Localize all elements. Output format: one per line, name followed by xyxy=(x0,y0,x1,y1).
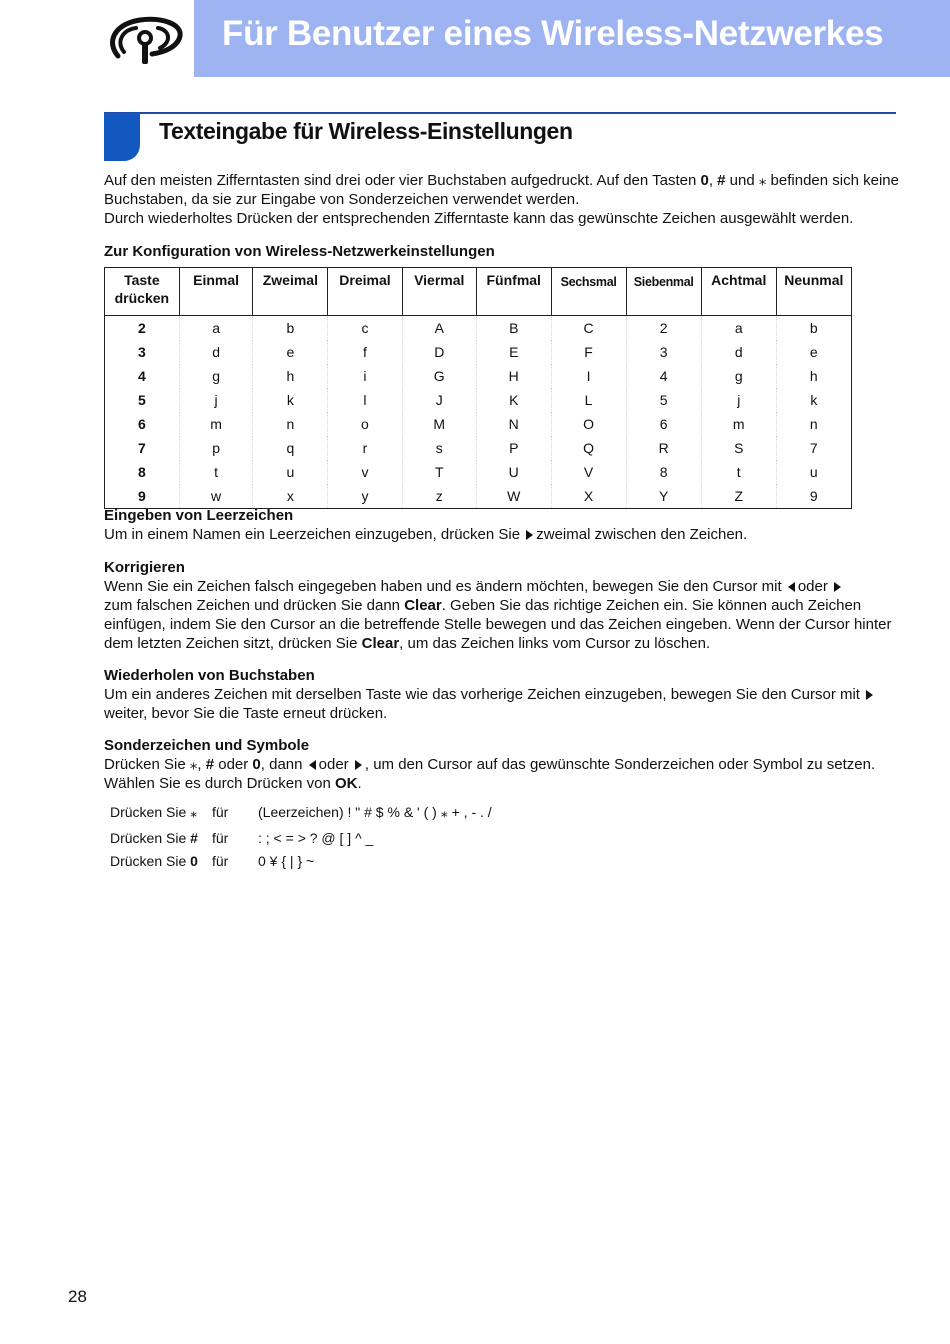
header-sechsmal: Sechsmal xyxy=(551,268,626,316)
correct-text-4: . Geben Sie das richtige Zeichen ein. Sie können auch Zeichen einfügen, indem Sie den Cursor an die betreffende Stelle bewegen und das Zeichen eingeben. Wenn der Cursor hinter dem letzten Zeichen sitzt, drücken Sie xyxy=(104,597,892,652)
char-cell: 8 xyxy=(626,460,701,484)
char-cell: n xyxy=(776,412,851,436)
char-cell: 2 xyxy=(626,316,701,341)
clear-key: Clear xyxy=(404,597,442,614)
char-cell: I xyxy=(551,364,626,388)
header-dreimal: Dreimal xyxy=(328,268,402,316)
char-cell: 7 xyxy=(776,436,851,460)
char-cell: W xyxy=(476,484,551,509)
symbol-chars: 0 ¥ { | } ~ xyxy=(258,853,315,869)
table-row xyxy=(105,316,852,341)
char-cell: Q xyxy=(551,436,626,460)
spaces-text-a: Um in einem Namen ein Leerzeichen einzugeben, drücken Sie xyxy=(104,526,521,543)
correct-text-5: , um das Zeichen links vom Cursor zu löschen. xyxy=(399,635,711,652)
char-cell: x xyxy=(253,484,328,509)
special-heading: Sonderzeichen und Symbole xyxy=(104,737,310,754)
key-cell: 6 xyxy=(137,416,146,432)
char-cell: G xyxy=(402,364,476,388)
key-cell: 3 xyxy=(137,344,146,360)
char-cell: m xyxy=(179,412,253,436)
char-cell: r xyxy=(328,436,402,460)
char-cell: u xyxy=(253,460,328,484)
section-title: Texteingabe für Wireless-Einstellungen xyxy=(159,118,573,144)
repeat-text xyxy=(104,685,894,723)
header-neunmal: Neunmal xyxy=(776,268,851,316)
char-cell: j xyxy=(701,388,776,412)
special-text-1: Drücken Sie xyxy=(104,756,190,773)
char-cell: S xyxy=(701,436,776,460)
char-cell: N xyxy=(476,412,551,436)
special-text-4: , dann xyxy=(260,756,303,773)
special-text-2: , xyxy=(197,756,206,773)
char-cell: w xyxy=(179,484,253,509)
char-cell: s xyxy=(402,436,476,460)
char-cell: e xyxy=(776,340,851,364)
char-cell: p xyxy=(179,436,253,460)
key-cell: 2 xyxy=(137,320,146,336)
char-cell: Y xyxy=(626,484,701,509)
spaces-text-b: zweimal zwischen den Zeichen. xyxy=(536,526,748,543)
right-arrow-icon xyxy=(355,760,362,770)
intro-sep: , xyxy=(708,172,718,189)
char-cell: D xyxy=(402,340,476,364)
intro-text-2: Durch wiederholtes Drücken der entsprechenden Zifferntaste kann das gewünschte Zeichen ausgewählt werden. xyxy=(104,210,854,227)
key-hash: # xyxy=(205,756,215,773)
repeat-heading: Wiederholen von Buchstaben xyxy=(104,667,315,684)
char-cell: V xyxy=(551,460,626,484)
correct-text xyxy=(104,577,899,653)
char-cell: b xyxy=(253,316,328,341)
ok-key: OK xyxy=(334,775,358,792)
special-text-3: oder xyxy=(214,756,253,773)
header-taste: Taste drücken xyxy=(105,268,180,316)
char-cell: 3 xyxy=(626,340,701,364)
table-row xyxy=(105,340,852,364)
character-table xyxy=(104,267,852,509)
correct-text-3: zum falschen Zeichen und drücken Sie dann xyxy=(104,597,401,614)
star-key-icon: ⁎ xyxy=(190,804,198,820)
key-hash: # xyxy=(717,172,726,189)
char-cell: l xyxy=(328,388,402,412)
header-zweimal: Zweimal xyxy=(253,268,328,316)
table-row xyxy=(105,412,852,436)
special-text-7: . xyxy=(357,775,362,792)
star-key-icon: ⁎ xyxy=(758,172,767,189)
table-row xyxy=(105,484,852,509)
char-cell: i xyxy=(328,364,402,388)
char-cell: n xyxy=(253,412,328,436)
correct-text-2: oder xyxy=(797,578,828,595)
symbol-fur: für xyxy=(212,804,229,820)
char-cell: R xyxy=(626,436,701,460)
star-key-icon: ⁎ xyxy=(189,756,198,773)
symbol-fur: für xyxy=(212,853,229,869)
char-cell: T xyxy=(402,460,476,484)
char-cell: o xyxy=(328,412,402,436)
char-cell: O xyxy=(551,412,626,436)
table-row xyxy=(105,436,852,460)
special-text-5: oder xyxy=(318,756,349,773)
key-cell: 9 xyxy=(137,488,146,504)
header-achtmal: Achtmal xyxy=(701,268,776,316)
page-header-title: Für Benutzer eines Wireless-Netzwerkes xyxy=(222,14,884,53)
table-row xyxy=(105,388,852,412)
header-viermal: Viermal xyxy=(402,268,476,316)
section-rule xyxy=(104,112,896,114)
char-cell: v xyxy=(328,460,402,484)
intro-text-b: befinden sich keine Buchstaben, da sie zur Eingabe von Sonderzeichen verwendet werden. xyxy=(104,172,899,208)
char-cell: E xyxy=(476,340,551,364)
key-cell: 8 xyxy=(137,464,146,480)
special-text-6: , um den Cursor auf das gewünschte Sonderzeichen oder Symbol zu setzen. Wählen Sie es durch Drücken von xyxy=(104,756,876,792)
symbol-fur: für xyxy=(212,830,229,846)
char-cell: z xyxy=(402,484,476,509)
header-fuenfmal: Fünfmal xyxy=(476,268,551,316)
char-cell: B xyxy=(476,316,551,341)
char-cell: A xyxy=(402,316,476,341)
char-cell: h xyxy=(776,364,851,388)
table-header-row xyxy=(105,268,852,316)
key-0: 0 xyxy=(700,172,709,189)
section-tab xyxy=(104,113,140,161)
right-arrow-icon xyxy=(526,530,533,540)
right-arrow-icon xyxy=(866,690,873,700)
special-text xyxy=(104,755,884,793)
intro-text-a: Auf den meisten Zifferntasten sind drei oder vier Buchstaben aufgedruckt. Auf den Tasten xyxy=(104,172,701,189)
char-cell: U xyxy=(476,460,551,484)
char-cell: t xyxy=(179,460,253,484)
char-cell: P xyxy=(476,436,551,460)
char-cell: M xyxy=(402,412,476,436)
char-cell: c xyxy=(328,316,402,341)
repeat-text-1: Um ein anderes Zeichen mit derselben Taste wie das vorherige Zeichen einzugeben, bewegen Sie den Cursor mit xyxy=(104,686,860,703)
spaces-heading: Eingeben von Leerzeichen xyxy=(104,507,294,524)
char-cell: e xyxy=(253,340,328,364)
intro-paragraph xyxy=(104,171,904,228)
key-hash: # xyxy=(190,830,198,846)
char-cell: X xyxy=(551,484,626,509)
char-cell: y xyxy=(328,484,402,509)
right-arrow-icon xyxy=(834,582,841,592)
table-caption: Zur Konfiguration von Wireless-Netzwerkeinstellungen xyxy=(104,243,495,260)
char-cell: K xyxy=(476,388,551,412)
wireless-icon xyxy=(100,12,188,68)
spaces-text xyxy=(104,525,904,544)
left-arrow-icon xyxy=(788,582,795,592)
char-cell: a xyxy=(701,316,776,341)
key-cell: 4 xyxy=(137,368,146,384)
char-cell: u xyxy=(776,460,851,484)
header-siebenmal: Siebenmal xyxy=(626,268,701,316)
char-cell: h xyxy=(253,364,328,388)
intro-und: und xyxy=(725,172,759,189)
symbol-chars: (Leerzeichen) ! " # $ % & ' ( ) ⁎ + , - . / xyxy=(258,804,492,820)
char-cell: k xyxy=(776,388,851,412)
char-cell: f xyxy=(328,340,402,364)
char-cell: t xyxy=(701,460,776,484)
char-cell: 9 xyxy=(776,484,851,509)
char-cell: F xyxy=(551,340,626,364)
char-cell: J xyxy=(402,388,476,412)
key-0: 0 xyxy=(252,756,261,773)
key-cell: 5 xyxy=(137,392,146,408)
repeat-text-2: weiter, bevor Sie die Taste erneut drücken. xyxy=(104,705,388,722)
header-einmal: Einmal xyxy=(179,268,253,316)
char-cell: d xyxy=(179,340,253,364)
symbol-label: Drücken Sie ⁎ xyxy=(110,804,198,820)
left-arrow-icon xyxy=(309,760,316,770)
table-row xyxy=(105,364,852,388)
char-cell: k xyxy=(253,388,328,412)
page-number: 28 xyxy=(68,1287,87,1306)
correct-text-1: Wenn Sie ein Zeichen falsch eingegeben haben und es ändern möchten, bewegen Sie den Cursor mit xyxy=(104,578,782,595)
symbol-label: Drücken Sie 0 xyxy=(110,853,198,869)
char-cell: H xyxy=(476,364,551,388)
char-cell: Z xyxy=(701,484,776,509)
char-cell: q xyxy=(253,436,328,460)
char-cell: 6 xyxy=(626,412,701,436)
char-cell: g xyxy=(179,364,253,388)
char-cell: C xyxy=(551,316,626,341)
char-cell: 5 xyxy=(626,388,701,412)
char-cell: a xyxy=(179,316,253,341)
char-cell: 4 xyxy=(626,364,701,388)
symbol-chars: : ; < = > ? @ [ ] ^ _ xyxy=(258,830,374,846)
table-row xyxy=(105,460,852,484)
char-cell: j xyxy=(179,388,253,412)
key-cell: 7 xyxy=(137,440,146,456)
correct-heading: Korrigieren xyxy=(104,559,185,576)
char-cell: L xyxy=(551,388,626,412)
char-cell: d xyxy=(701,340,776,364)
char-cell: g xyxy=(701,364,776,388)
key-0: 0 xyxy=(190,853,198,869)
clear-key: Clear xyxy=(361,635,400,652)
char-cell: m xyxy=(701,412,776,436)
char-cell: b xyxy=(776,316,851,341)
symbol-label: Drücken Sie # xyxy=(110,830,198,846)
